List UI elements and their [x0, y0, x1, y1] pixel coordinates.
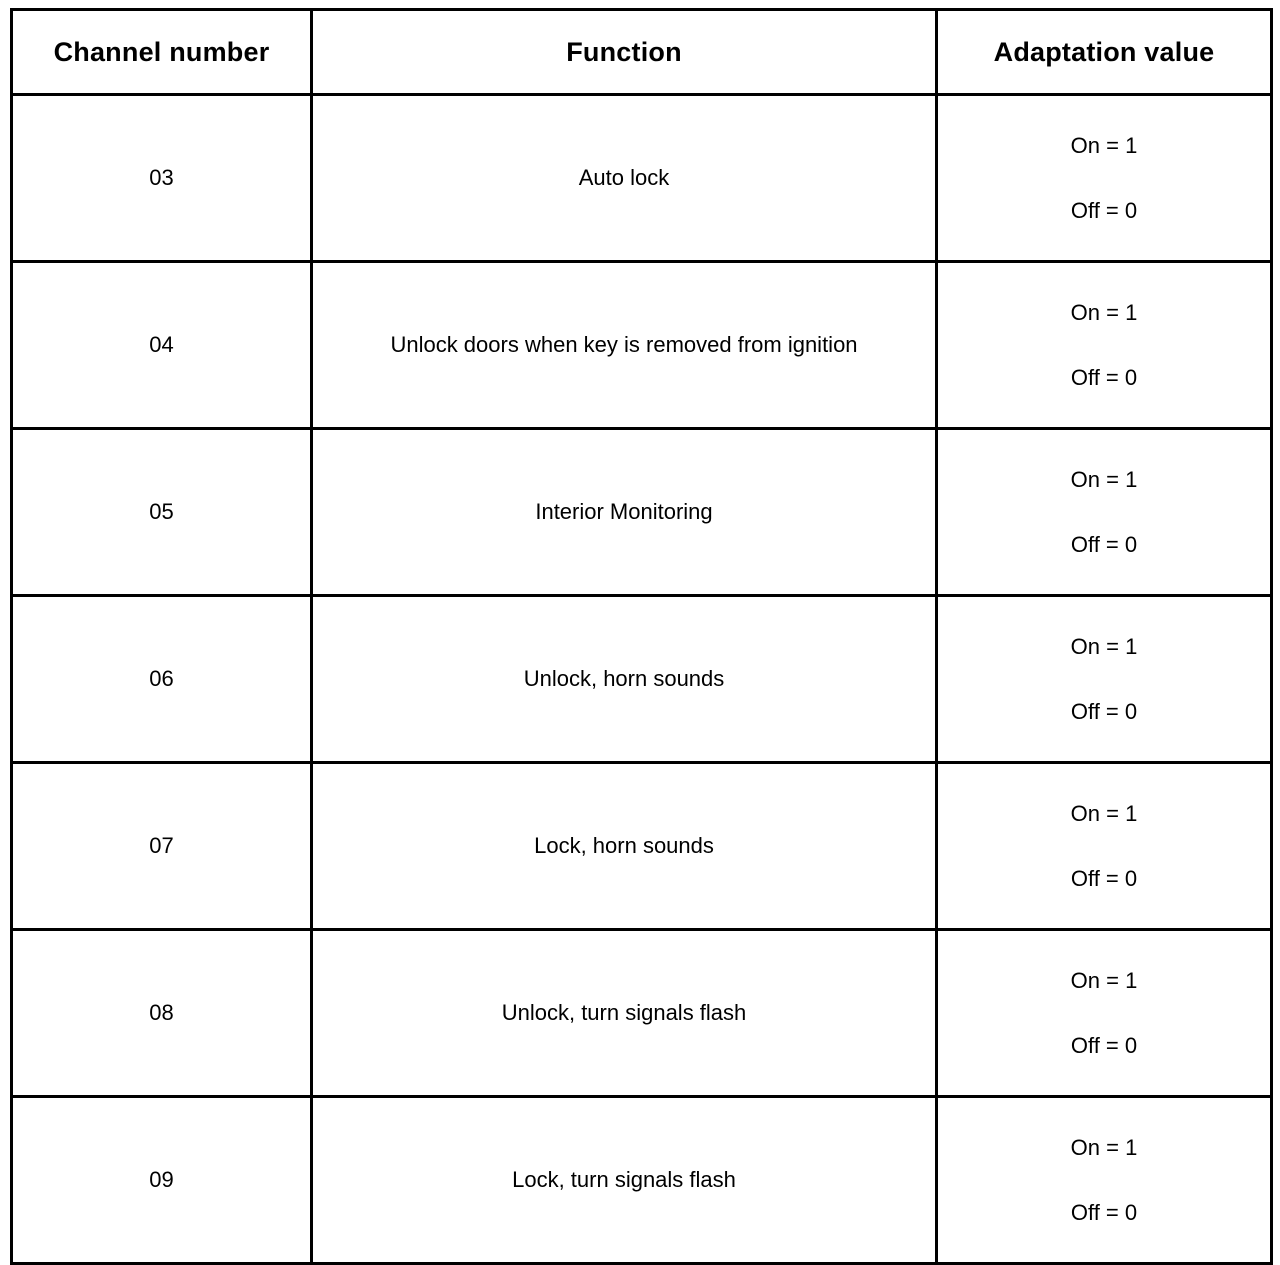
column-header-function: Function: [312, 10, 937, 95]
table-header: [12, 10, 1272, 95]
function-text: Lock, horn sounds: [534, 832, 714, 858]
value-off: Off = 0: [1070, 531, 1138, 557]
cell-channel-number: 03: [12, 95, 312, 262]
cell-adaptation-value: [937, 429, 1272, 596]
value-on: On = 1: [1070, 300, 1138, 326]
cell-adaptation-value: [937, 596, 1272, 763]
cell-function: [312, 596, 937, 763]
table-row: [12, 596, 1272, 763]
cell-function: [312, 930, 937, 1097]
table-row: [12, 1097, 1272, 1264]
table-row: [12, 262, 1272, 429]
value-off: Off = 0: [1070, 364, 1138, 390]
cell-channel-number: 08: [12, 930, 312, 1097]
cell-function: [312, 763, 937, 930]
cell-channel-number: 05: [12, 429, 312, 596]
cell-adaptation-value: [937, 1097, 1272, 1264]
function-text: Unlock, horn sounds: [523, 665, 725, 691]
function-text: Auto lock: [578, 164, 670, 190]
table-header-row: [12, 10, 1272, 95]
cell-function: [312, 262, 937, 429]
table-row: [12, 930, 1272, 1097]
table-body: [12, 95, 1272, 1264]
column-header-channel-number: Channel number: [12, 10, 312, 95]
value-on: On = 1: [1070, 1135, 1138, 1161]
value-on: On = 1: [1070, 634, 1138, 660]
cell-adaptation-value: [937, 95, 1272, 262]
adaptation-channel-table: [10, 8, 1273, 1265]
value-on: On = 1: [1070, 801, 1138, 827]
value-off: Off = 0: [1070, 197, 1138, 223]
function-text: Lock, turn signals flash: [512, 1166, 736, 1192]
cell-adaptation-value: [937, 262, 1272, 429]
cell-channel-number: 09: [12, 1097, 312, 1264]
function-text: Unlock, turn signals flash: [501, 999, 747, 1025]
column-header-adaptation-value: Adaptation value: [937, 10, 1272, 95]
value-on: On = 1: [1070, 133, 1138, 159]
table-row: [12, 429, 1272, 596]
cell-function: [312, 95, 937, 262]
cell-channel-number: 04: [12, 262, 312, 429]
value-off: Off = 0: [1070, 1032, 1138, 1058]
table-row: [12, 95, 1272, 262]
value-on: On = 1: [1070, 968, 1138, 994]
cell-channel-number: 07: [12, 763, 312, 930]
value-off: Off = 0: [1070, 1199, 1138, 1225]
cell-function: [312, 1097, 937, 1264]
cell-adaptation-value: [937, 763, 1272, 930]
cell-adaptation-value: [937, 930, 1272, 1097]
cell-channel-number: 06: [12, 596, 312, 763]
cell-function: [312, 429, 937, 596]
function-text: Interior Monitoring: [535, 498, 713, 524]
table-row: [12, 763, 1272, 930]
function-text: Unlock doors when key is removed from ignition: [390, 331, 858, 357]
value-on: On = 1: [1070, 467, 1138, 493]
value-off: Off = 0: [1070, 698, 1138, 724]
value-off: Off = 0: [1070, 865, 1138, 891]
